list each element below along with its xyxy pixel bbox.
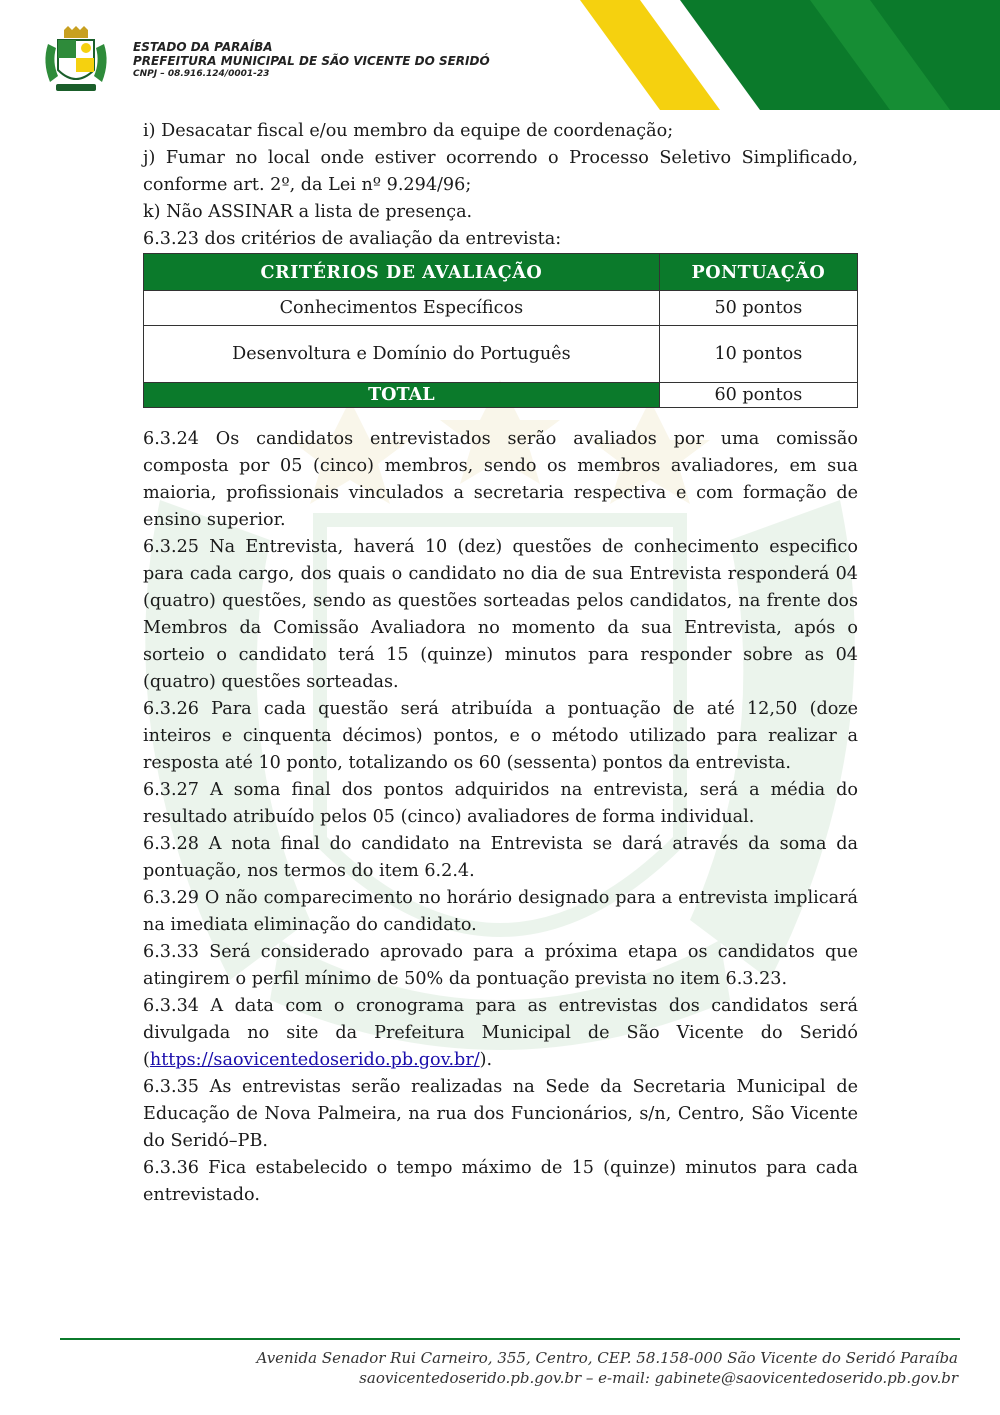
table-header-score: PONTUAÇÃO [659, 254, 857, 291]
table-cell: 10 pontos [659, 326, 857, 383]
paragraph-6-3-26: 6.3.26 Para cada questão será atribuída a pontuação de até 12,50 (doze inteiros e cinquenta décimos) pontos, e o método utilizado para realizar a resposta até 10 ponto, totalizando os 60 (sessenta) pontos da entrevista. [143, 699, 858, 773]
item-k: k) Não ASSINAR a lista de presença. [143, 202, 473, 222]
paragraph-6-3-34 [143, 993, 858, 1074]
header-cnpj: CNPJ – 08.916.124/0001-23 [133, 69, 270, 79]
table-header-row [144, 254, 858, 291]
evaluation-criteria-table [143, 253, 858, 408]
table-header-criteria: CRITÉRIOS DE AVALIAÇÃO [144, 254, 660, 291]
table-cell: Conhecimentos Específicos [144, 291, 660, 326]
page-footer [0, 1330, 1000, 1415]
paragraph-6-3-25: 6.3.25 Na Entrevista, haverá 10 (dez) questões de conhecimento especifico para cada cargo, dos quais o candidato no dia de sua Entrevista responderá 04 (quatro) questões, sendo as questões sorteadas pelos candidatos, na frente dos Membros da Comissão Avaliadora no momento da sua Entrevista, após o sorteio o candidato terá 15 (quinze) minutos para responder sobre as 04 (quatro) questões sorteadas. [143, 537, 858, 692]
table-row [144, 291, 858, 326]
paragraph-6-3-34-text: 6.3.34 A data com o cronograma para as entrevistas dos candidatos será divulgada no site da Prefeitura Municipal de São Vicente do Seridó ( [143, 996, 858, 1070]
table-cell: Desenvoltura e Domínio do Português [144, 326, 660, 383]
footer-divider [60, 1338, 960, 1340]
header-state: ESTADO DA PARAÍBA [133, 40, 273, 54]
footer-contact: saovicentedoserido.pb.gov.br – e-mail: gabinete@saovicentedoserido.pb.gov.br [359, 1369, 958, 1387]
document-body [143, 118, 858, 1209]
prefecture-website-link[interactable]: https://saovicentedoserido.pb.gov.br/ [149, 1050, 480, 1070]
table-row [144, 326, 858, 383]
table-cell-total-value: 60 pontos [659, 383, 857, 408]
footer-address: Avenida Senador Rui Carneiro, 355, Centro, CEP. 58.158-000 São Vicente do Seridó Paraíba [256, 1349, 958, 1367]
page-header [0, 0, 1000, 110]
paragraph-6-3-24: 6.3.24 Os candidatos entrevistados serão avaliados por uma comissão composta por 05 (cinco) membros, sendo os membros avaliadores, em sua maioria, profissionais vinculados a secretaria respectiva e com formação de ensino superior. [143, 429, 858, 530]
paragraph-6-3-28: 6.3.28 A nota final do candidato na Entrevista se dará através da soma da pontuação, nos termos do item 6.2.4. [143, 834, 858, 881]
paragraph-6-3-33: 6.3.33 Será considerado aprovado para a próxima etapa os candidatos que atingirem o perfil mínimo de 50% da pontuação prevista no item 6.3.23. [143, 942, 858, 989]
table-cell-total-label: TOTAL [144, 383, 660, 408]
paragraph-6-3-27: 6.3.27 A soma final dos pontos adquiridos na entrevista, será a média do resultado atribuído pelos 05 (cinco) avaliadores de forma individual. [143, 780, 858, 827]
municipal-crest-icon [40, 26, 112, 98]
table-row-total [144, 383, 858, 408]
paragraph-6-3-29: 6.3.29 O não comparecimento no horário designado para a entrevista implicará na imediata eliminação do candidato. [143, 888, 858, 935]
header-stripes-decoration [580, 0, 1000, 110]
paragraph-6-3-35: 6.3.35 As entrevistas serão realizadas na Sede da Secretaria Municipal de Educação de Nova Palmeira, na rua dos Funcionários, s/n, Centro, São Vicente do Seridó–PB. [143, 1077, 858, 1151]
header-prefecture: PREFEITURA MUNICIPAL DE SÃO VICENTE DO SERIDÓ [133, 54, 490, 68]
header-text-block [133, 40, 490, 81]
paragraph-6-3-34-end: ). [479, 1050, 493, 1070]
item-j: j) Fumar no local onde estiver ocorrendo o Processo Seletivo Simplificado, conforme art. 2º, da Lei nº 9.294/96; [143, 148, 858, 195]
paragraph-6-3-23: 6.3.23 dos critérios de avaliação da entrevista: [143, 229, 562, 249]
table-cell: 50 pontos [659, 291, 857, 326]
item-i: i) Desacatar fiscal e/ou membro da equipe de coordenação; [143, 121, 674, 141]
footer-text-block [256, 1348, 958, 1388]
paragraph-6-3-36: 6.3.36 Fica estabelecido o tempo máximo de 15 (quinze) minutos para cada entrevistado. [143, 1158, 858, 1205]
